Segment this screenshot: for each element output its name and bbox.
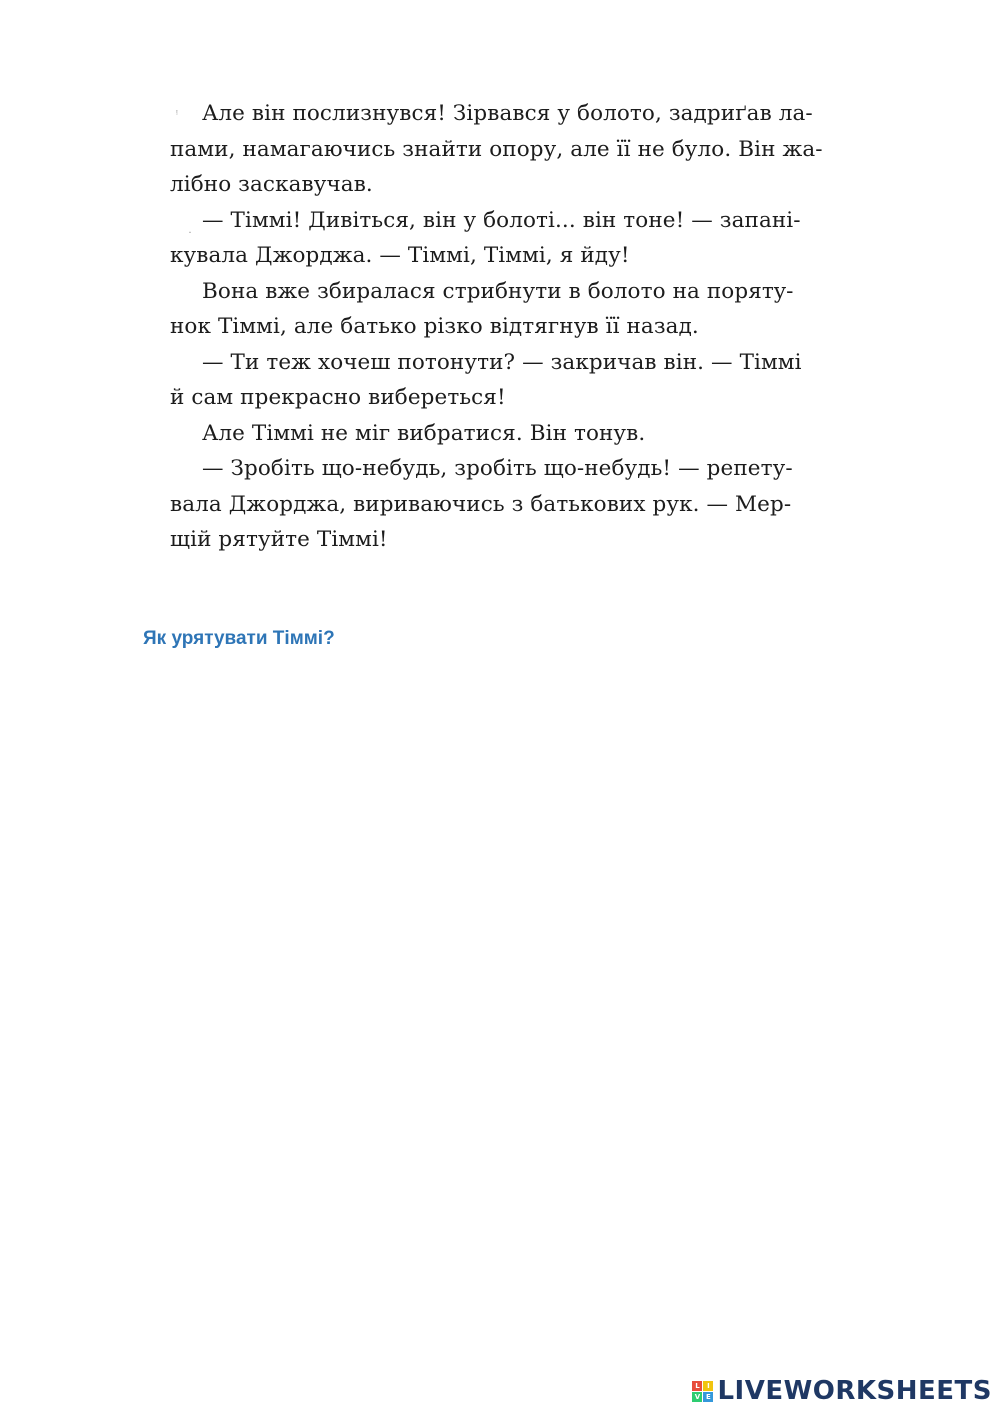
passage-line: Але Тіммі не міг вибратися. Він тонув. bbox=[202, 420, 646, 446]
passage-line: й сам прекрасно вибереться! bbox=[170, 385, 506, 410]
passage-line: кувала Джорджа. — Тіммі, Тіммі, я йду! bbox=[170, 243, 630, 268]
liveworksheets-logo bbox=[692, 1377, 992, 1405]
logo-mark-letter: V bbox=[692, 1392, 702, 1402]
logo-mark-letter: E bbox=[703, 1392, 713, 1402]
scan-speck: · bbox=[188, 225, 192, 239]
question-heading: Як урятувати Тіммі? bbox=[143, 628, 335, 649]
passage-line: — Зробіть що-небудь, зробіть що-небудь! — репету- bbox=[202, 456, 793, 481]
passage-line: пами, намагаючись знайти опору, але її не було. Він жа- bbox=[170, 136, 823, 162]
passage-line: — Ти теж хочеш потонути? — закричав він. — Тіммі bbox=[202, 349, 802, 375]
passage-line: Вона вже збиралася стрибнути в болото на порятy- bbox=[202, 278, 794, 304]
logo-mark-letter: L bbox=[692, 1381, 702, 1391]
logo-mark-icon bbox=[692, 1381, 713, 1402]
logo-mark-letter: I bbox=[703, 1381, 713, 1391]
scan-speck: ᵎ bbox=[176, 106, 178, 120]
logo-text: LIVEWORKSHEETS bbox=[717, 1376, 992, 1406]
story-excerpt bbox=[170, 96, 870, 558]
passage-line: — Тіммі! Дивіться, він у болоті... він тоне! — запані- bbox=[202, 207, 801, 233]
passage-line: лібно заскавучав. bbox=[170, 172, 373, 197]
passage-line: нок Тіммі, але батько різко відтягнув її назад. bbox=[170, 314, 699, 339]
passage-line: Але він послизнувся! Зірвався у болото, задриґав ла- bbox=[202, 101, 813, 126]
passage-line: вала Джорджа, вириваючись з батькових рук. — Мер- bbox=[170, 491, 792, 517]
passage-line: щій рятуйте Тіммі! bbox=[170, 527, 388, 552]
